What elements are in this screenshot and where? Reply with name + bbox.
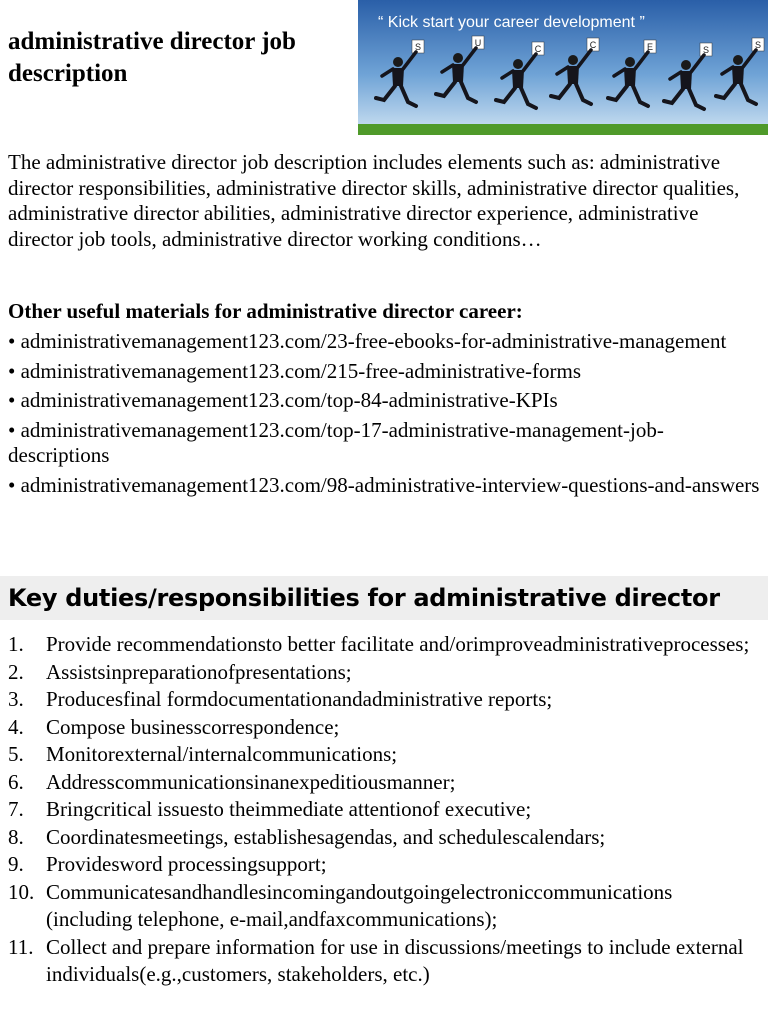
- intro-paragraph: The administrative director job description includes elements such as: administrative director responsibilities, administrative director skills, administrative director qualities, administrative director abilities, administrative director experience, administrative director job tools, administrative director working conditions…: [8, 150, 740, 251]
- grass-strip: [358, 124, 768, 135]
- duty-item: [8, 631, 760, 659]
- material-link-item[interactable]: [8, 329, 760, 355]
- duty-text: Communicatesandhandlesincomingandoutgoingelectroniccommunications (including telephone, e-mail,andfaxcommunications);: [46, 879, 673, 931]
- material-link[interactable]: • administrativemanagement123.com/98-administrative-interview-questions-and-answers: [8, 472, 760, 497]
- duty-item: [8, 714, 760, 742]
- letter-card: S: [702, 45, 710, 55]
- materials-heading: Other useful materials for administrative director career:: [8, 299, 523, 323]
- duties-heading-band: [0, 576, 768, 620]
- duties-heading: Key duties/responsibilities for administrative director: [8, 584, 720, 612]
- material-link-item[interactable]: [8, 473, 760, 499]
- letter-card: C: [589, 40, 597, 50]
- letter-card: C: [534, 44, 542, 54]
- duty-number: 8.: [8, 824, 24, 849]
- material-link[interactable]: • administrativemanagement123.com/23-free-ebooks-for-administrative-management: [8, 329, 727, 353]
- duty-number: 6.: [8, 769, 24, 794]
- duty-number: 1.: [8, 632, 24, 656]
- duty-number: 2.: [8, 659, 24, 684]
- material-link[interactable]: • administrativemanagement123.com/215-free-administrative-forms: [8, 358, 581, 383]
- letter-card: S: [754, 40, 762, 50]
- duty-number: 10.: [8, 879, 35, 904]
- letter-card: S: [414, 42, 422, 52]
- duty-text: Addresscommunicationsinanexpeditiousmanner;: [46, 769, 456, 794]
- duty-item: [8, 769, 760, 797]
- duty-item: [8, 659, 760, 687]
- materials-list: [8, 329, 760, 502]
- material-link[interactable]: • administrativemanagement123.com/top-84-administrative-KPIs: [8, 388, 558, 412]
- page-title: administrative director job description: [8, 28, 296, 87]
- duty-text: Compose businesscorrespondence;: [46, 714, 340, 739]
- duty-number: 5.: [8, 742, 24, 766]
- material-link-item[interactable]: [8, 388, 760, 414]
- duty-item: [8, 686, 760, 714]
- duty-item: [8, 851, 760, 879]
- duty-text: Monitorexternal/internalcommunications;: [46, 742, 398, 766]
- duty-text: Producesfinal formdocumentationandadministrative reports;: [46, 687, 553, 711]
- material-link-item[interactable]: [8, 418, 760, 469]
- duty-item: [8, 796, 760, 824]
- material-link-item[interactable]: [8, 359, 760, 385]
- duty-text: Assistsinpreparationofpresentations;: [46, 659, 352, 684]
- duty-number: 4.: [8, 714, 24, 739]
- career-banner-image: [358, 0, 768, 135]
- duty-item: [8, 934, 760, 989]
- duty-number: 9.: [8, 852, 24, 876]
- letter-card: E: [646, 42, 654, 52]
- duty-number: 11.: [8, 934, 34, 959]
- duty-text: Providesword processingsupport;: [46, 852, 327, 876]
- duty-item: [8, 741, 760, 769]
- duty-text: Bringcritical issuesto theimmediate attentionof executive;: [46, 797, 532, 821]
- duty-item: [8, 824, 760, 852]
- letter-card: U: [474, 38, 482, 48]
- duty-item: [8, 879, 760, 934]
- material-link[interactable]: • administrativemanagement123.com/top-17-administrative-management-job-descriptions: [8, 417, 664, 467]
- duty-number: 3.: [8, 687, 24, 711]
- duty-text: Collect and prepare information for use in discussions/meetings to include external individuals(e.g.,customers, stakeholders, etc.): [46, 934, 744, 986]
- duty-number: 7.: [8, 797, 24, 821]
- duties-list: [8, 631, 760, 989]
- duty-text: Coordinatesmeetings, establishesagendas, and schedulescalendars;: [46, 824, 606, 849]
- banner-slogan: “ Kick start your career development ”: [378, 14, 645, 31]
- duty-text: Provide recommendationsto better facilitate and/orimproveadministrativeprocesses;: [46, 632, 750, 656]
